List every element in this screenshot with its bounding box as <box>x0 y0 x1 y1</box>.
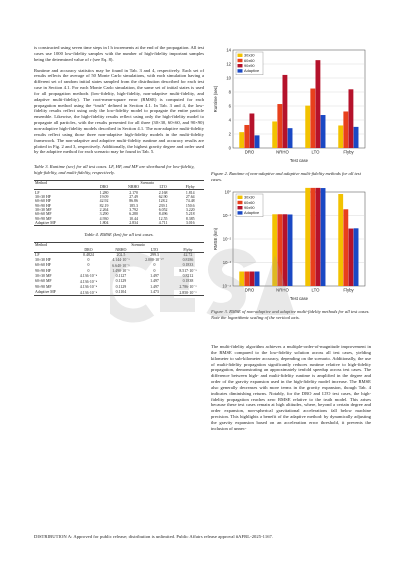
value-cell: 1.497 <box>150 273 159 278</box>
bar <box>343 209 348 286</box>
value-cell: 3.792 <box>129 208 138 213</box>
left-column <box>34 0 204 296</box>
bar <box>338 125 343 148</box>
y-tick-label: 14 <box>226 47 231 53</box>
x-tick-label: NRHO <box>276 287 289 293</box>
bar <box>239 272 244 286</box>
table3 <box>34 164 204 226</box>
x-axis-label: Test case <box>289 158 309 163</box>
value-cell: 62.90 <box>158 194 168 199</box>
bar <box>288 214 293 286</box>
bar <box>244 125 249 148</box>
value-cell: 0.4824 <box>72 252 104 257</box>
y-tick-label: 10⁻¹ <box>222 213 231 218</box>
bar <box>354 228 359 286</box>
bar <box>310 188 315 286</box>
value-cell: 27.64 <box>185 194 195 199</box>
legend-swatch <box>238 206 243 209</box>
value-cell: 239.1 <box>158 203 168 208</box>
legend-swatch <box>238 211 243 214</box>
table3-col-header: Flyby <box>185 185 195 190</box>
bar <box>310 89 315 148</box>
table4-col-header: LTO <box>150 247 159 252</box>
value-cell: 8.496 <box>158 212 168 217</box>
value-cell: 4.930 <box>99 216 109 221</box>
bar <box>277 104 282 148</box>
method-cell: 30×30 HF <box>35 257 51 262</box>
method-cell: 90×90 HF <box>35 203 51 208</box>
table4-table <box>34 242 204 296</box>
value-cell: 8.385 <box>185 216 195 221</box>
method-cell: 60×60 HF <box>35 263 51 268</box>
paragraph: Runtime and accuracy statistics may be found in Tab. 3 and 4, respectively. Each set of results reflects the average of 50 Monte Carlo simulations, with each simulation having a different set of random initial states sampled from the distribution described for each test case in Section 4.1. For each Monte Carlo simulation, the same set of initial states is used for all propagation methods (low-fidelity, high-fidelity, non-adaptive multi-fidelity, and adaptive multi-fidelity). The root-mean-square error (RMSE) is computed for each propagation method using the “truth” defined in Section 4.1. In Tab. 3 and 4, the low-fidelity results reflect using only the low-fidelity model to propagate the entire particle ensemble. Likewise, the high-fidelity results reflect using only the high-fidelity model to propagate all particles, with the results presented for all three (30×30, 60×60, and 90×90) non-adaptive high-fidelity models described in Section 4.1. The non-adaptive multi-fidelity results reflect using those three non-adaptive high-fidelity models in the multi-fidelity framework. The non-adaptive and adaptive multi-fidelity runtime and accuracy results are plotted in Fig. 2 and 3, respectively. Additionally, the highest gravity degree and order used by the adaptive method for each scenario may be found in Tab. 5. <box>34 67 204 155</box>
value-cell: 2.786·10⁻² <box>179 285 197 290</box>
legend-swatch <box>238 201 243 204</box>
bar <box>321 115 326 148</box>
method-cell: 30×30 MF <box>35 208 52 213</box>
y-axis-label: RMSE (km) <box>213 227 218 251</box>
y-tick-label: 10⁰ <box>224 189 231 195</box>
bar <box>250 272 255 286</box>
value-cell: 0.1833 <box>182 263 194 268</box>
legend-label: Adaptive <box>244 210 260 216</box>
method-cell: LF <box>34 190 91 195</box>
y-tick-label: 12 <box>226 61 231 67</box>
value-cell: 2.264 <box>99 208 109 213</box>
table4-method-header: Method <box>34 243 72 248</box>
method-cell: 60×60 HF <box>35 199 51 204</box>
figure-3 <box>211 186 371 320</box>
table-row <box>34 289 204 295</box>
x-tick-label: LTO <box>311 149 320 155</box>
bar <box>349 229 354 286</box>
legend-swatch <box>238 69 243 72</box>
value-cell: 2.834 <box>117 221 149 226</box>
x-tick-label: Flyby <box>343 149 354 155</box>
table3-scenario-header: Scenario <box>91 180 204 185</box>
value-cell: 12.55 <box>158 216 168 221</box>
value-cell: 4.136·10⁻⁴ <box>79 285 98 290</box>
value-cell: 6.640·10⁻⁵ <box>112 263 130 268</box>
y-tick-label: 2 <box>228 131 231 137</box>
method-cell: 30×30 MF <box>35 273 52 278</box>
value-cell: 1.814 <box>176 190 204 195</box>
value-cell: 2.850·10⁻² <box>172 289 204 295</box>
value-cell: 1.280 <box>91 190 118 195</box>
value-cell: 4.711 <box>150 221 177 226</box>
method-cell: LF <box>34 252 72 257</box>
paragraph: The multi-fidelity algorithm achieves a multiple-order-of-magnitude improvement in the RMSE compared to the low-fidelity solution across all test cases, yielding kilometer to sub-kilometer accuracy, depending on the scenario. Additionally, the use of multi-fidelity propagation significantly reduces runtime relative to high-fidelity propagation, demonstrating an approximately tenfold speedup across test cases. The difference between high- and multi-fidelity runtime is amplified in the degree and order of the gravity expansion used in the high-fidelity model increase. The RMSE also generally decreases with more terms in the gravity expansion, though Tab. 4 indicates diminishing returns. Notably, for the DRO and LTO test cases, the high-fidelity propagation reaches zero RMSE relative to the truth model. This arises because these test cases remain at high altitudes, where, beyond a certain degree and order expansion, non-spherical gravitational accelerations fall below machine precision. This highlights a benefit of the adaptive method: by dynamically adjusting the gravity expansion based on an acceleration error threshold, it prevents the inclusion of unnec- <box>211 344 371 431</box>
bar <box>255 272 260 286</box>
value-cell: 1.497 <box>150 284 159 289</box>
value-cell: 0.1129 <box>115 279 127 284</box>
table3-col-header: NRHO <box>128 185 140 190</box>
bar <box>305 188 310 286</box>
bar <box>338 194 343 286</box>
legend-swatch <box>238 64 243 67</box>
legend-label: 60x60 <box>244 199 255 205</box>
value-cell: 3.016 <box>176 221 204 226</box>
value-cell: 4.136·10⁻⁴ <box>72 289 104 295</box>
value-cell: 2.170 <box>117 190 149 195</box>
y-tick-label: 10⁻³ <box>222 260 231 265</box>
method-cell: 60×60 MF <box>35 212 52 217</box>
bar <box>288 128 293 148</box>
legend-label: 90x90 <box>244 205 255 210</box>
bar <box>272 121 277 148</box>
legend-swatch <box>238 54 243 57</box>
value-cell: 3.220 <box>185 208 195 213</box>
table4-col-header: NRHO <box>115 247 127 252</box>
value-cell: 1.804 <box>91 221 118 226</box>
value-cell: 19.09 <box>99 194 109 199</box>
x-tick-label: DRO <box>244 149 255 155</box>
bar <box>343 111 348 148</box>
value-cell: 0.8186 <box>182 257 194 262</box>
value-cell: 1.497 <box>150 279 159 284</box>
table4-scenario-header: Scenario <box>72 243 204 248</box>
table3-table <box>34 180 204 227</box>
value-cell: 0.1838 <box>182 279 194 284</box>
table3-body <box>34 190 204 226</box>
value-cell: 74.48 <box>185 199 195 204</box>
table4 <box>34 232 204 295</box>
method-cell: 90×90 MF <box>35 216 52 221</box>
bar <box>321 188 326 286</box>
value-cell: 0.1129 <box>115 284 127 289</box>
value-cell: 6.052 <box>158 208 168 213</box>
x-axis-label: Test case <box>289 296 309 301</box>
method-cell: Adaptive MF <box>34 289 72 295</box>
fig2-caption: Figure 2. Runtime of non-adaptive and adaptive multi-fidelity methods for all test cases. <box>211 171 361 182</box>
value-cell: 299.3 <box>137 252 172 257</box>
runtime-bar-chart <box>211 44 371 164</box>
value-cell: 82.19 <box>99 203 109 208</box>
value-cell: 6.280 <box>129 212 138 217</box>
bar <box>349 89 354 148</box>
value-cell: 0.1127 <box>115 273 127 278</box>
value-cell: 4.144·10⁻³ <box>112 258 130 263</box>
value-cell: 0 <box>87 263 90 268</box>
value-cell: 1.490·10⁻⁵ <box>112 269 130 274</box>
y-tick-label: 8 <box>228 89 231 95</box>
value-cell: 0 <box>153 268 156 273</box>
y-tick-label: 10⁻² <box>222 236 231 242</box>
bar <box>272 214 277 286</box>
y-tick-label: 6 <box>228 103 231 109</box>
value-cell: 2.000·10⁻¹⁰ <box>145 258 164 263</box>
value-cell: 0 <box>87 257 90 262</box>
bar <box>354 127 359 148</box>
table4-col-header: Flyby <box>183 247 193 252</box>
bar <box>277 214 282 286</box>
value-cell: 8.517·10⁻³ <box>179 269 197 274</box>
legend-label: 30x30 <box>244 52 255 58</box>
method-cell: Adaptive MF <box>34 221 91 226</box>
method-cell: 90×90 HF <box>35 268 51 273</box>
value-cell: 2.168 <box>150 190 177 195</box>
value-cell: 0 <box>153 263 156 268</box>
value-cell: 128.2 <box>158 199 168 204</box>
table3-col-header: DRO <box>99 185 109 190</box>
value-cell: 0 <box>87 268 90 273</box>
bar <box>305 106 310 148</box>
table4-col-header: DRO <box>84 247 93 252</box>
value-cell: 86.86 <box>129 199 138 204</box>
x-tick-label: NRHO <box>276 149 289 155</box>
value-cell: 0.8212 <box>182 273 194 278</box>
y-axis-label: Runtime (sec) <box>213 85 218 113</box>
value-cell: 1.473 <box>137 289 172 295</box>
right-text <box>211 344 371 432</box>
fig3-caption: Figure 3. RMSE of non-adaptive and adaptive multi-fidelity methods for all test cases. Note the logarithmic scaling of the vertical axis. <box>211 309 370 320</box>
value-cell: 3.290 <box>99 212 109 217</box>
y-tick-label: 0 <box>228 145 231 151</box>
legend-swatch <box>238 59 243 62</box>
bar <box>255 135 260 148</box>
value-cell: 27.49 <box>129 194 138 199</box>
value-cell: 0.1104 <box>105 289 137 295</box>
table4-body <box>34 252 204 295</box>
bar <box>316 60 321 148</box>
y-tick-label: 10⁻⁴ <box>222 283 231 289</box>
table4-caption: Table 4. RMSE (km) for all test cases. <box>84 232 154 238</box>
figure-2 <box>211 44 371 182</box>
method-cell: 30×30 HF <box>35 194 51 199</box>
method-cell: 60×60 MF <box>35 279 52 284</box>
method-cell: 90×90 MF <box>35 284 52 289</box>
bar <box>244 272 249 286</box>
y-tick-label: 10 <box>226 75 231 81</box>
legend-label: 30x30 <box>244 194 255 200</box>
value-cell: 185.3 <box>129 203 138 208</box>
value-cell: 10.44 <box>129 216 138 221</box>
y-tick-label: 4 <box>228 117 231 123</box>
distribution-footer: DISTRIBUTION A: Approved for public release; distribution is unlimited. Public Affairs release approval #AFRL-2025-1167. <box>34 534 274 539</box>
bar <box>239 132 244 148</box>
bar <box>316 188 321 286</box>
table3-method-header: Method <box>34 180 91 185</box>
value-cell: 4.136·10⁻⁴ <box>79 279 98 284</box>
value-cell: 4.136·10⁻⁴ <box>79 274 98 279</box>
table-row <box>34 221 204 226</box>
x-tick-label: DRO <box>244 287 255 293</box>
x-tick-label: Flyby <box>343 287 354 293</box>
x-tick-label: LTO <box>311 287 320 293</box>
bar <box>250 113 255 148</box>
table3-caption: Table 3. Runtime (sec) for all test cases. LF, HF, and MF are shorthand for low-fidelity, high-fidelity, and multi-fidelity, respectively. <box>34 164 195 175</box>
value-cell: 42.72 <box>172 252 204 257</box>
legend-swatch <box>238 196 243 199</box>
value-cell: 5.218 <box>185 212 195 217</box>
bar <box>283 75 288 148</box>
rmse-bar-chart <box>211 186 371 302</box>
table3-col-header: LTO <box>159 185 167 190</box>
bar <box>283 214 288 286</box>
value-cell: 42.92 <box>99 199 109 204</box>
legend-label: Adaptive <box>244 68 260 74</box>
value-cell: 150.6 <box>185 203 195 208</box>
value-cell: 202.5 <box>105 252 137 257</box>
legend-label: 90x90 <box>244 63 255 68</box>
paragraph: is constructed using seven time steps in l h increments at the end of the propagation. All test cases use 1000 low-fidelity samples with the number of high-fidelity important samples being the determined value of r (see Eq. 8). <box>34 45 204 62</box>
legend-label: 60x60 <box>244 57 255 63</box>
left-text <box>34 45 204 155</box>
